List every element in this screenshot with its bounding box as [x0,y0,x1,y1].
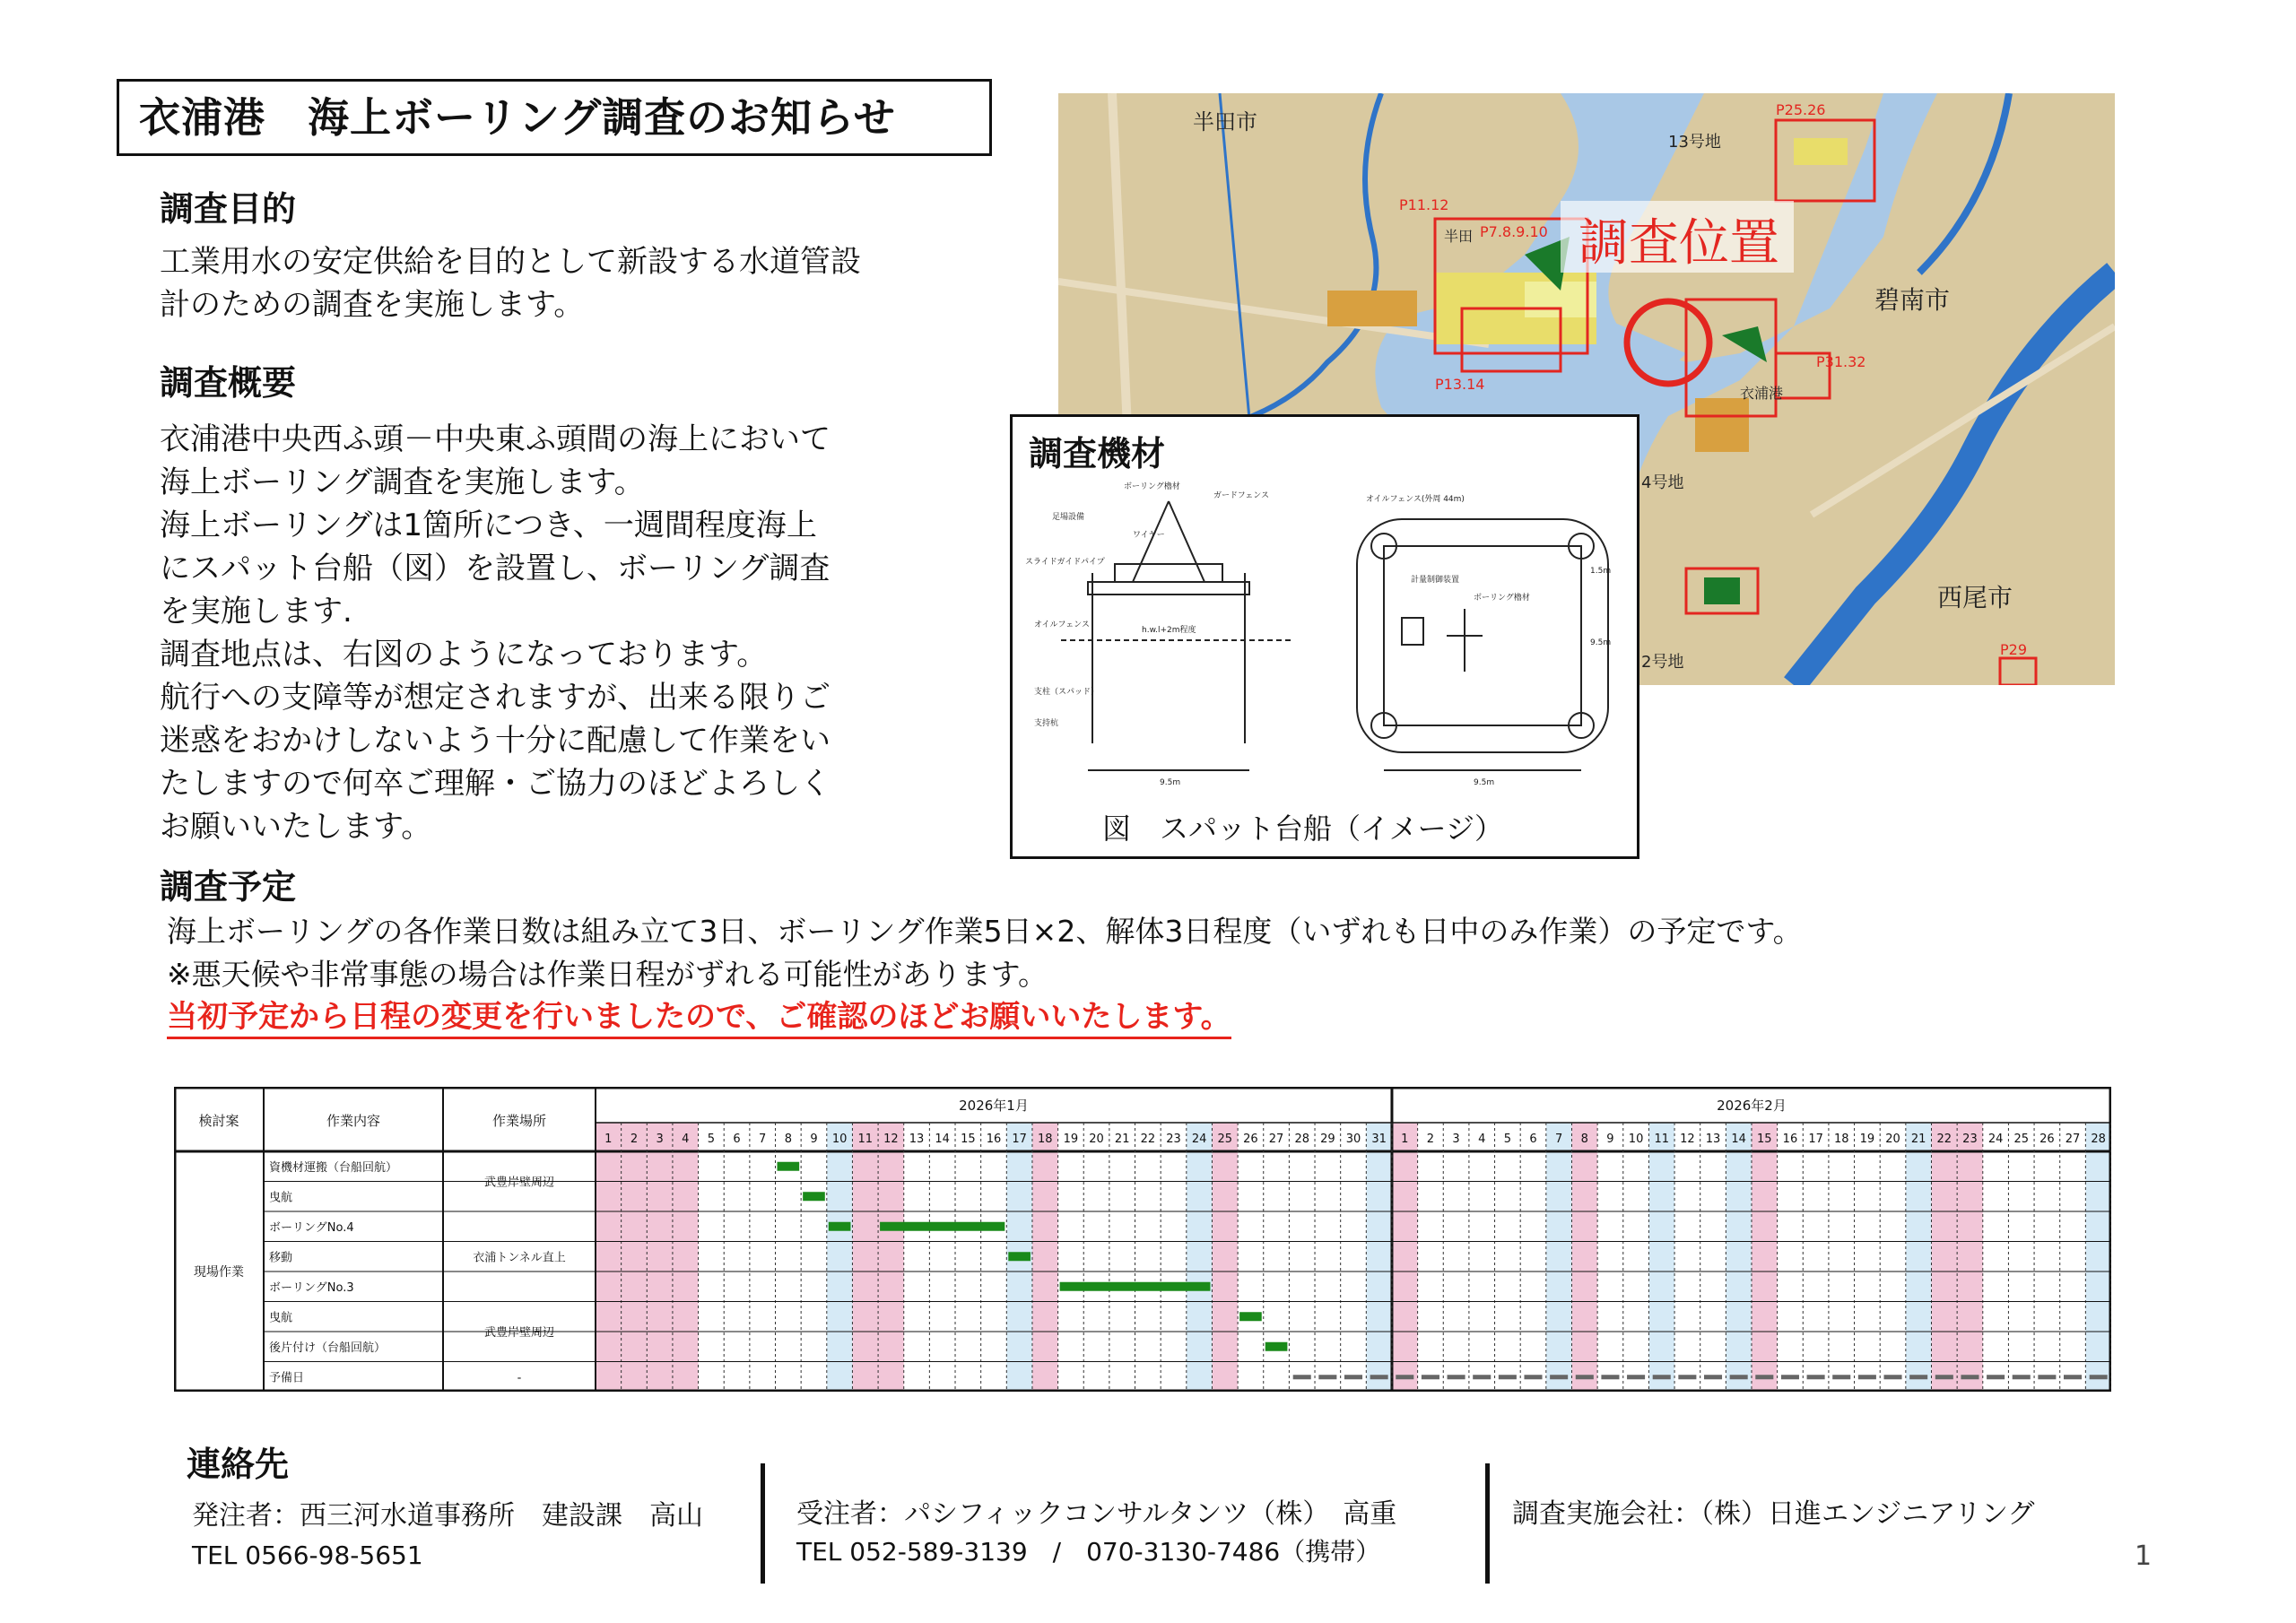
map-pier-yellow [1794,138,1848,165]
map-place-label: 半田 [1444,228,1474,245]
day-number: 14 [935,1133,950,1146]
drawing-label: ボーリング櫓材 [1124,482,1180,491]
map-point-label: P13.14 [1435,376,1485,393]
schedule-bar [778,1162,800,1171]
drawing-label: スライドガイドパイプ [1025,558,1105,567]
day-number: 27 [1268,1133,1284,1146]
map-place-label: 西尾市 [1937,583,2013,612]
map-point-label: P7.8.9.10 [1480,223,1548,240]
overview-line: たしますので何卒ご理解・ご協力のほどよろしく [160,766,831,802]
holiday-column [1187,1123,1213,1392]
holiday-column [1546,1123,1572,1392]
reserve-day-dash [1473,1375,1491,1379]
reserve-day-dash [2090,1375,2108,1379]
reserve-day-dash [1448,1375,1465,1379]
day-number: 20 [1089,1133,1104,1146]
page-number: 1 [2135,1541,2152,1572]
reserve-day-dash [1318,1375,1336,1379]
drawing-label: h.w.l+2m程度 [1142,626,1196,635]
work-place: 武豊岸壁周辺 [483,1326,555,1340]
day-number: 21 [1114,1133,1130,1146]
overview-line: にスパット台船（図）を設置し、ボーリング調査 [160,551,831,586]
contractor-name: 受注者：パシフィックコンサルタンツ（株） 高重 [796,1498,1397,1530]
holiday-column [1906,1123,1932,1392]
day-number: 3 [656,1133,664,1146]
task-name: ボーリングNo.4 [269,1220,354,1235]
category-label: 現場作業 [194,1265,244,1280]
purpose-line: 工業用水の安定供給を目的として新設する水道管設 [160,244,861,280]
survey-company: 調査実施会社：（株）日進エンジニアリング [1512,1498,2035,1530]
holiday-column [647,1123,673,1392]
reserve-day-dash [1807,1375,1825,1379]
day-number: 26 [2039,1133,2055,1146]
day-number: 25 [1217,1133,1233,1146]
header-category: 検討案 [198,1113,239,1129]
day-number: 13 [1705,1133,1721,1146]
orderer-name: 発注者：西三河水道事務所 建設課 高山 [192,1500,703,1532]
day-number: 29 [1320,1133,1335,1146]
day-number: 8 [784,1133,792,1146]
drawing-label: 足場設備 [1052,513,1085,522]
task-name: 移動 [269,1251,293,1265]
drawing-label: 9.5m [1160,778,1181,787]
day-number: 2 [630,1133,639,1146]
reserve-day-dash [1935,1375,1953,1379]
schedule-heading: 調査予定 [160,867,297,907]
holiday-column [1931,1123,1957,1392]
task-name: 曳航 [269,1311,293,1325]
overview-line: 海上ボーリング調査を実施します。 [160,464,645,500]
equipment-heading: 調査機材 [1029,434,1166,473]
day-number: 4 [1478,1133,1486,1146]
day-number: 5 [707,1133,716,1146]
day-number: 11 [1654,1133,1670,1146]
derrick-leg [1169,501,1205,582]
map-place-label: 半田市 [1193,109,1257,135]
overview-text [160,418,831,848]
month-label: 2026年2月 [1717,1098,1787,1114]
reserve-day-dash [1678,1375,1696,1379]
schedule-bar [1008,1252,1031,1261]
reserve-day-dash [2038,1375,2056,1379]
day-number: 30 [1345,1133,1361,1146]
day-number: 1 [604,1133,613,1146]
purpose-heading: 調査目的 [160,189,297,229]
reserve-day-dash [1781,1375,1799,1379]
task-name: 資機材運搬（台船回航） [269,1160,398,1175]
schedule-bar [829,1222,851,1231]
holiday-column [2085,1123,2111,1392]
schedule-line-1: 海上ボーリングの各作業日数は組み立て3日、ボーリング作業5日×2、解体3日程度（いずれも日中のみ作業）の予定です。 [167,914,1803,949]
purpose-text [160,240,861,326]
survey-location-label: 調査位置 [1578,214,1779,273]
drawing-label: 支柱（スパッド） [1034,688,1100,697]
day-number: 17 [1012,1133,1027,1146]
schedule-bar [1060,1282,1211,1291]
day-number: 15 [961,1133,976,1146]
schedule-bar [880,1222,1004,1231]
map-place-label: 碧南市 [1874,285,1951,315]
day-number: 26 [1243,1133,1258,1146]
day-number: 18 [1833,1133,1849,1146]
reserve-day-dash [1858,1375,1876,1379]
day-number: 25 [2013,1133,2030,1146]
task-name: 曳航 [269,1191,293,1205]
day-number: 19 [1063,1133,1079,1146]
schedule-change-notice: 当初予定から日程の変更を行いましたので、ご確認のほどお願いいたします。 [167,997,1231,1039]
holiday-column [596,1123,622,1392]
day-number: 21 [1910,1133,1926,1146]
day-number: 22 [1140,1133,1156,1146]
day-number: 27 [2065,1133,2081,1146]
holiday-column [1752,1123,1778,1392]
page-title: 衣浦港 海上ボーリング調査のお知らせ [117,79,992,156]
work-place: 武豊岸壁周辺 [483,1176,555,1190]
holiday-column [1212,1123,1238,1392]
work-place: 衣浦トンネル直上 [473,1251,566,1265]
drawing-label: 9.5m [1474,778,1495,787]
holiday-column [673,1123,699,1392]
day-number: 1 [1401,1133,1409,1146]
overview-line: 衣浦港中央西ふ頭－中央東ふ頭間の海上において [160,421,831,457]
map-point-label: P29 [2000,641,2028,658]
drawing-label: 1.5m [1590,567,1612,576]
overview-line: 迷惑をおかけしないよう十分に配慮して作業をい [160,723,831,759]
holiday-column [1366,1123,1392,1392]
day-number: 14 [1731,1133,1746,1146]
drawing-label: 9.5m [1590,638,1612,647]
day-number: 12 [1680,1133,1695,1146]
overview-line: 調査地点は、右図のようになっております。 [160,637,768,673]
reserve-day-dash [2013,1375,2031,1379]
day-number: 16 [986,1133,1002,1146]
reserve-day-dash [1422,1375,1439,1379]
day-number: 19 [1859,1133,1875,1146]
holiday-column [1648,1123,1674,1392]
contact-divider [1485,1463,1490,1584]
reserve-day-dash [1755,1375,1773,1379]
map-place-label: 衣浦港 [1740,385,1784,402]
holiday-column [1726,1123,1752,1392]
spud-barge-drawing [1025,474,1626,797]
day-number: 23 [1166,1133,1181,1146]
day-number: 5 [1503,1133,1512,1146]
map-point-label: P25.26 [1776,101,1826,118]
task-name: 後片付け（台船回航） [269,1341,387,1355]
day-number: 24 [1191,1133,1207,1146]
equipment-caption: 図 スパット台船（イメージ） [1102,812,1504,846]
holiday-column [1571,1123,1597,1392]
day-number: 15 [1757,1133,1772,1146]
day-number: 2 [1426,1133,1435,1146]
drawing-label: 支持杭 [1034,719,1059,728]
reserve-day-dash [1396,1375,1413,1379]
reserve-day-dash [1293,1375,1311,1379]
day-number: 23 [1962,1133,1978,1146]
control-unit [1402,618,1423,645]
day-number: 7 [1555,1133,1563,1146]
schedule-bar [803,1192,825,1201]
reserve-day-dash [1884,1375,1902,1379]
holiday-column [622,1123,648,1392]
schedule-line-2: ※悪天候や非常事態の場合は作業日程がずれる可能性があります。 [167,957,1048,992]
barge-hull [1088,582,1249,595]
day-number: 16 [1782,1133,1798,1146]
derrick-leg [1133,501,1169,582]
overview-heading: 調査概要 [160,363,297,403]
schedule-bar [1265,1342,1288,1351]
holiday-column [827,1123,853,1392]
holiday-column [1032,1123,1058,1392]
drawing-label: 計量制御装置 [1411,576,1460,585]
reserve-day-dash [1499,1375,1517,1379]
reserve-day-dash [1961,1375,1979,1379]
drawing-label: オイルフェンス [1034,621,1090,629]
overview-line: 航行への支障等が想定されますが、出来る限りご [160,680,831,716]
reserve-day-dash [1550,1375,1568,1379]
reserve-day-dash [1832,1375,1850,1379]
day-number: 8 [1580,1133,1588,1146]
day-number: 28 [1294,1133,1309,1146]
contact-heading: 連絡先 [187,1445,290,1484]
equipment-panel [1010,414,1639,859]
day-number: 10 [1628,1133,1644,1146]
drawing-label: ワイヤー [1133,531,1165,540]
map-place-label: 13号地 [1668,133,1721,152]
reserve-day-dash [1653,1375,1671,1379]
day-number: 20 [1885,1133,1900,1146]
holiday-column [1392,1123,1418,1392]
map-green-zone [1704,577,1740,604]
overview-line: 海上ボーリングは1箇所につき、一週間程度海上 [160,508,817,543]
holiday-column [852,1123,878,1392]
day-number: 12 [883,1133,899,1146]
drawing-label: ガードフェンス [1213,491,1270,500]
holiday-column [878,1123,904,1392]
reserve-day-dash [1576,1375,1594,1379]
header-task: 作業内容 [326,1113,381,1129]
reserve-day-dash [1730,1375,1748,1379]
drawing-label: オイルフェンス(外周 44m) [1366,495,1465,504]
reserve-day-dash [1524,1375,1542,1379]
day-number: 3 [1452,1133,1460,1146]
reserve-day-dash [1909,1375,1927,1379]
reserve-day-dash [2064,1375,2082,1379]
month-label: 2026年1月 [959,1098,1029,1114]
reserve-day-dash [1344,1375,1362,1379]
contact-divider [761,1463,765,1584]
map-place-label: 2号地 [1641,653,1684,672]
drawing-label: ボーリング櫓材 [1474,594,1530,603]
day-number: 28 [2091,1133,2106,1146]
header-place: 作業場所 [491,1113,547,1129]
day-number: 22 [1936,1133,1952,1146]
deck-house [1115,564,1222,582]
day-number: 18 [1037,1133,1053,1146]
gantt-chart [174,1087,2111,1392]
map-point-label: P11.12 [1399,196,1449,213]
holiday-column [1957,1123,1983,1392]
day-number: 9 [810,1133,818,1146]
reserve-day-dash [1370,1375,1388,1379]
reserve-day-dash [1987,1375,2005,1379]
map-point-label: P31.32 [1816,353,1866,370]
schedule-bar [1239,1312,1262,1321]
day-number: 11 [857,1133,874,1146]
reserve-day-dash [1704,1375,1722,1379]
task-name: ボーリングNo.3 [269,1280,354,1295]
day-number: 6 [733,1133,741,1146]
purpose-line: 計のための調査を実施します。 [160,287,585,323]
map-pier-orange [1695,398,1749,452]
day-number: 4 [682,1133,690,1146]
orderer-tel: TEL 0566-98-5651 [192,1541,423,1570]
day-number: 13 [909,1133,925,1146]
task-name: 予備日 [269,1371,305,1385]
day-number: 6 [1529,1133,1537,1146]
map-pier-orange [1327,291,1417,326]
day-number: 17 [1808,1133,1823,1146]
overview-line: お願いいたします。 [160,809,432,845]
contractor-tel: TEL 052-589-3139 / 070-3130-7486（携帯） [796,1537,1381,1567]
schedule-gantt [174,1087,2111,1392]
overview-line: を実施します. [160,594,352,629]
work-place: - [517,1371,522,1385]
reserve-day-dash [1627,1375,1645,1379]
day-number: 10 [831,1133,848,1146]
day-number: 24 [1987,1133,2004,1146]
day-number: 9 [1606,1133,1614,1146]
map-place-label: 4号地 [1641,473,1684,492]
day-number: 7 [759,1133,767,1146]
day-number: 31 [1371,1133,1387,1146]
reserve-day-dash [1601,1375,1619,1379]
